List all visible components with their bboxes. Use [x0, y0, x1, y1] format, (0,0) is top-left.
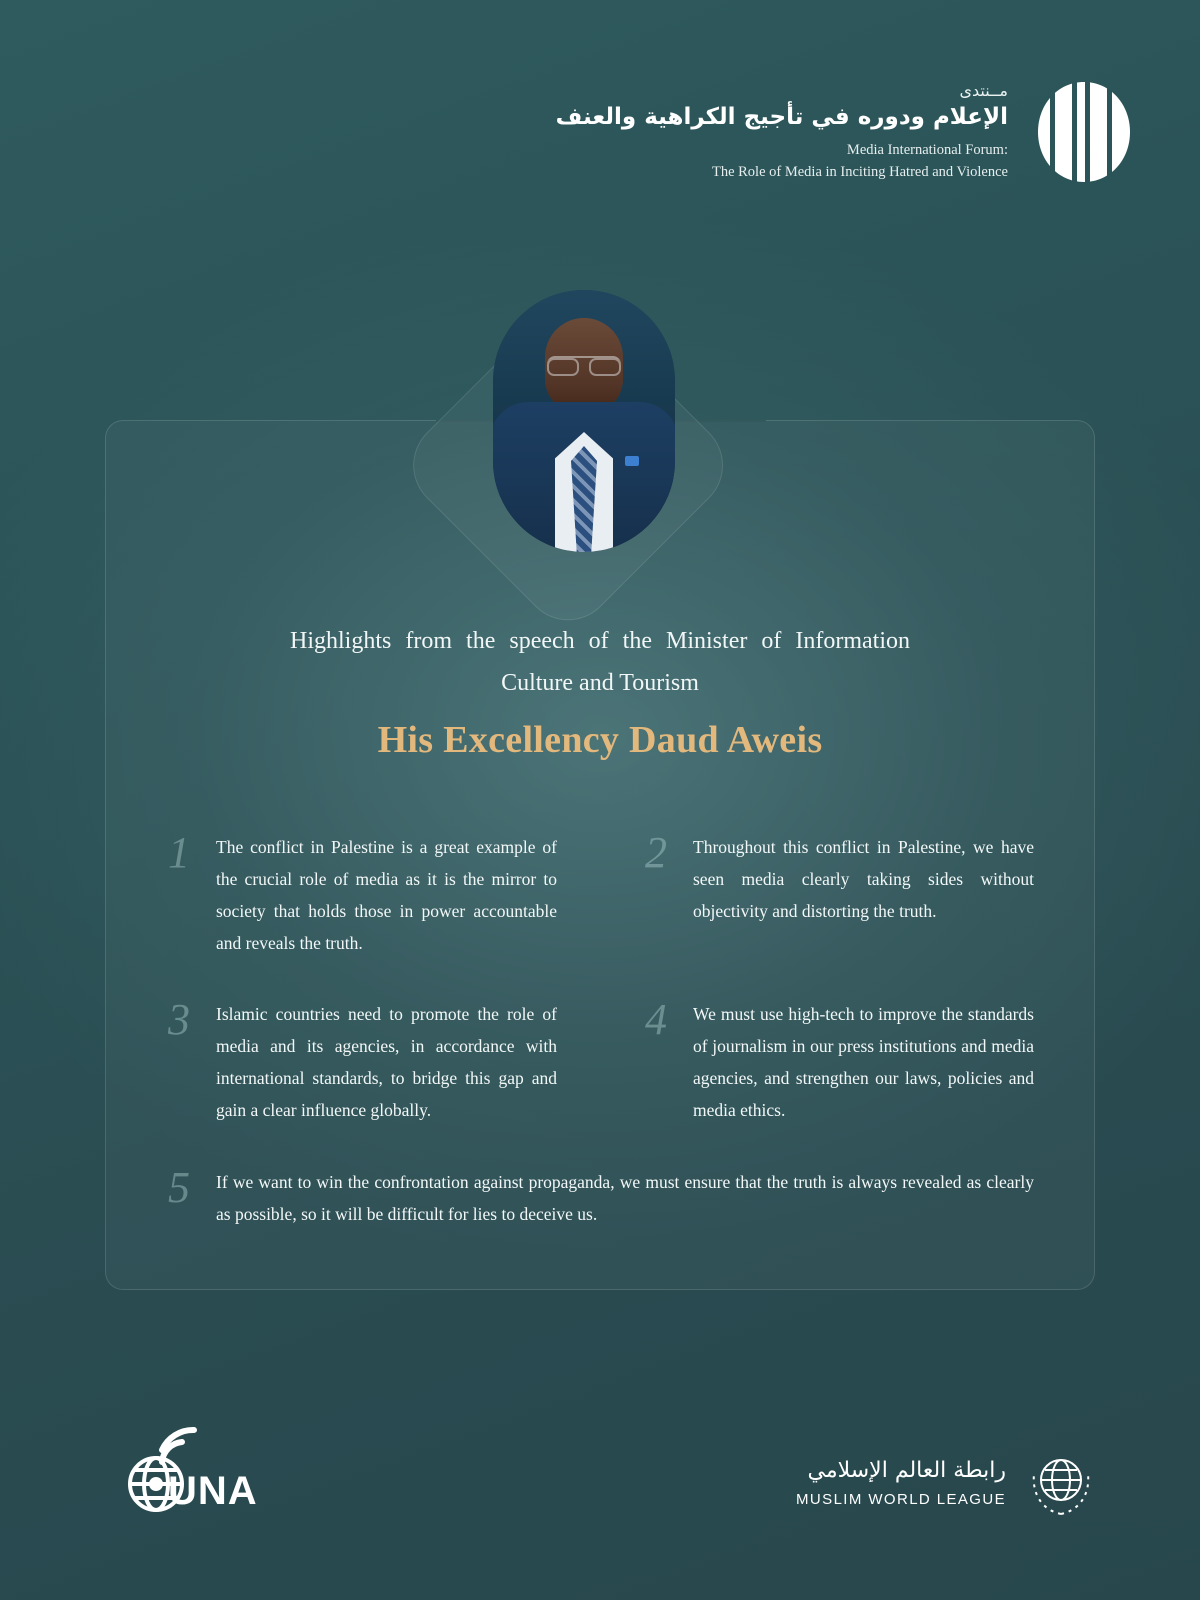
points-row-3	[168, 1162, 1034, 1231]
glasses-icon	[547, 356, 621, 374]
forum-arabic-title: الإعلام ودوره في تأجيج الكراهية والعنف	[555, 103, 1008, 130]
forum-header	[556, 78, 1138, 186]
highlight-point-4	[645, 995, 1034, 1126]
highlight-point-3	[168, 995, 557, 1126]
forum-header-text	[556, 81, 1008, 184]
mwl-text	[796, 1458, 1006, 1508]
point-number-2: 2	[645, 828, 667, 877]
highlight-point-5	[168, 1162, 1034, 1231]
point-text-5: If we want to win the confrontation against propaganda, we must ensure that the truth is always revealed as clearly as possible, so it will be difficult for lies to deceive us.	[216, 1171, 1034, 1224]
highlight-point-2	[645, 828, 1034, 959]
forum-globe-logo-icon	[1030, 78, 1138, 186]
point-number-4: 4	[645, 995, 667, 1045]
highlight-points	[168, 828, 1034, 1270]
muslim-world-league-emblem-icon	[1022, 1444, 1100, 1522]
portrait-lapel-badge	[625, 456, 639, 466]
forum-english-line2: The Role of Media in Inciting Hatred and Violence	[711, 163, 1008, 180]
una-logo	[112, 1422, 272, 1522]
points-row-1	[168, 828, 1034, 959]
point-text-3: Islamic countries need to promote the role of media and its agencies, in accordance with international standards, to bridge this gap and gain a clear influence globally.	[216, 1004, 557, 1120]
forum-arabic-small: مــنتدى	[959, 80, 1008, 100]
point-text-1: The conflict in Palestine is a great example of the crucial role of media as it is the mirror to society that holds those in power accountable and reveals the truth.	[216, 837, 557, 953]
speaker-name: His Excellency Daud Aweis	[377, 719, 823, 761]
forum-english-line1: Media International Forum:	[846, 141, 1008, 158]
point-number-1: 1	[168, 828, 190, 877]
speaker-portrait	[455, 290, 715, 590]
point-text-2: Throughout this conflict in Palestine, we have seen media clearly taking sides without objectivity and distorting the truth.	[693, 837, 1034, 921]
una-label: UNA	[168, 1469, 258, 1513]
muslim-world-league-logo	[796, 1444, 1100, 1522]
portrait-image	[493, 290, 675, 552]
highlight-point-1	[168, 828, 557, 959]
points-row-2	[168, 995, 1034, 1126]
point-number-3: 3	[168, 995, 190, 1045]
speech-subtitle: Highlights from the speech of the Minister of Information Culture and Tourism	[290, 628, 910, 696]
mwl-arabic: رابطة العالم الإسلامي	[807, 1458, 1006, 1483]
mwl-english: MUSLIM WORLD LEAGUE	[796, 1491, 1006, 1508]
point-text-4: We must use high-tech to improve the standards of journalism in our press institutions and media agencies, and strengthen our laws, policies and media ethics.	[693, 1004, 1034, 1120]
point-number-5: 5	[168, 1162, 190, 1212]
